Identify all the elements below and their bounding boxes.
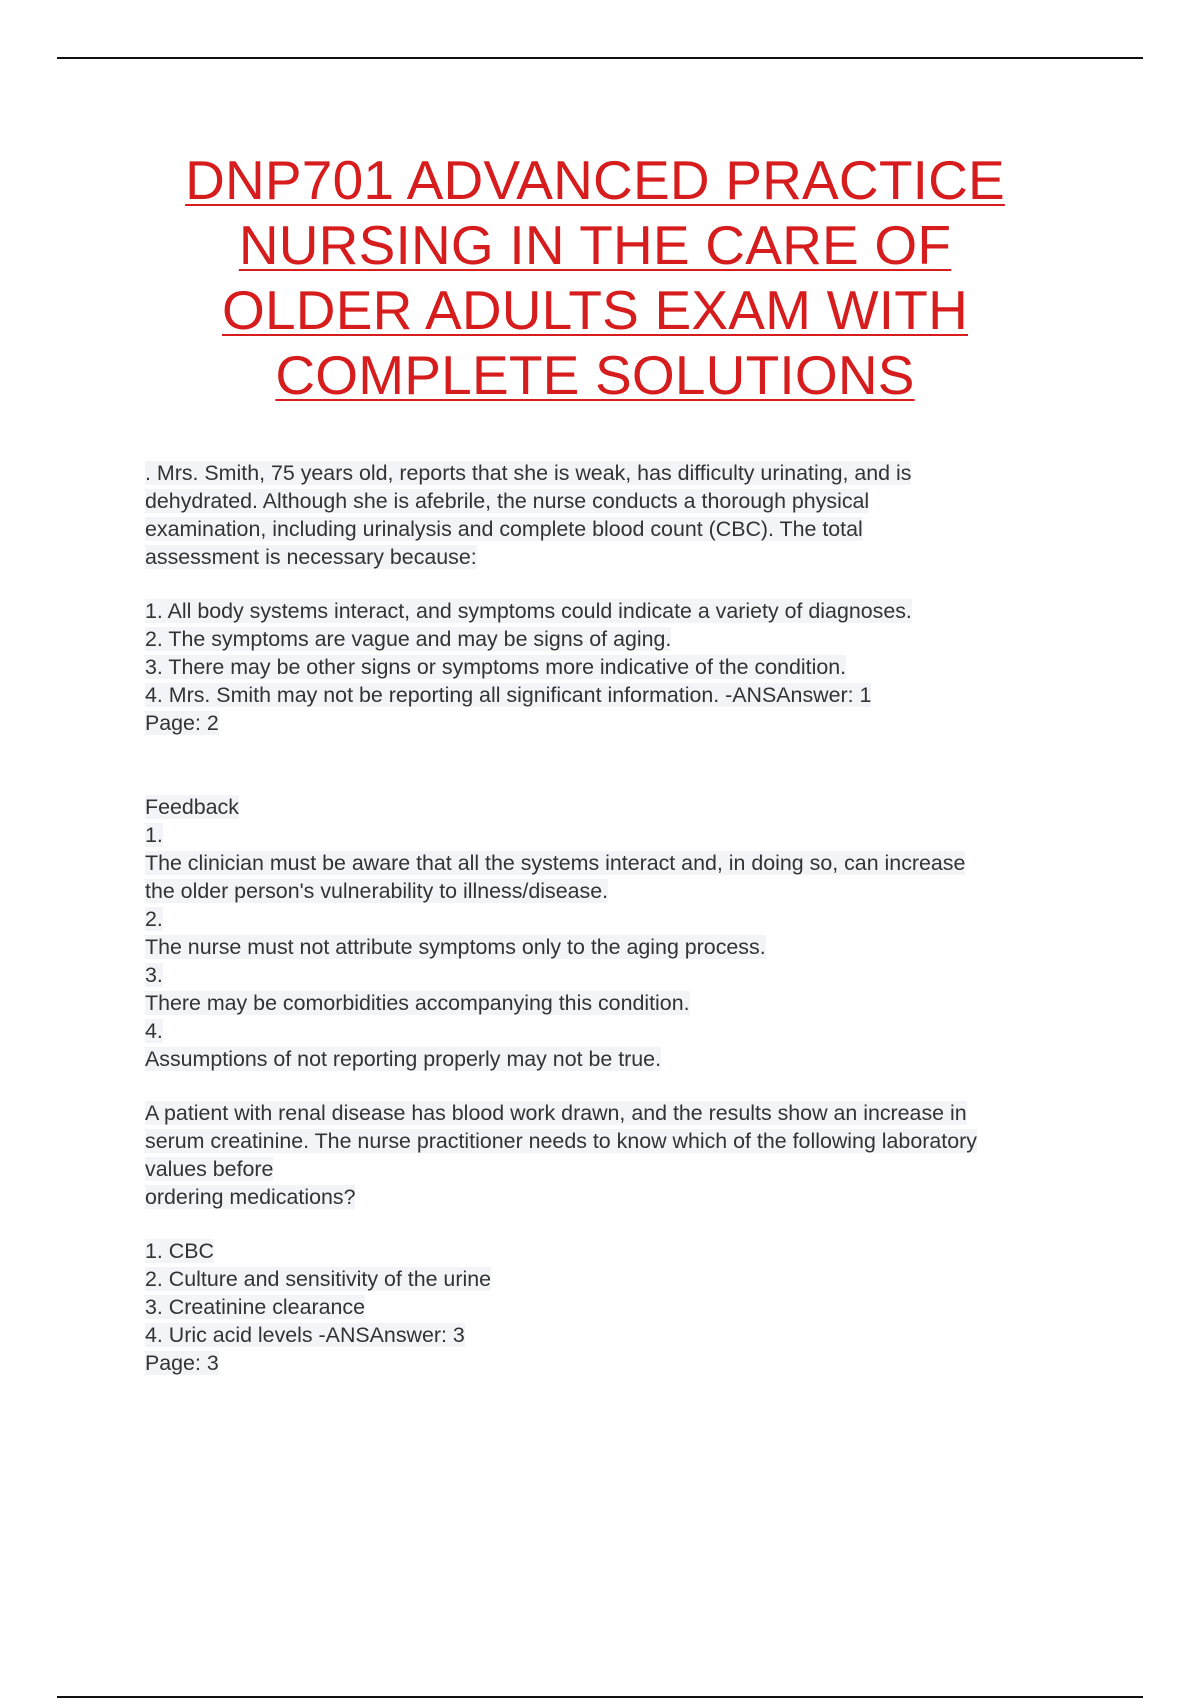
feedback-section <box>145 793 1145 1073</box>
feedback-text: The clinician must be aware that all the systems interact and, in doing so, can increase <box>145 851 966 875</box>
title-line: COMPLETE SOLUTIONS <box>275 344 915 406</box>
option-item: 3. There may be other signs or symptoms more indicative of the condition. <box>145 655 847 679</box>
question-2-stem: A patient with renal disease has blood work drawn, and the results show an increase in serum creatinine. The nurse practitioner needs to know which of the following laboratory values before ordering medications? <box>145 1101 977 1209</box>
option-item: 2. The symptoms are vague and may be signs of aging. <box>145 627 672 651</box>
option-item: 1. All body systems interact, and symptoms could indicate a variety of diagnoses. <box>145 599 912 623</box>
feedback-number: 1. <box>145 823 163 847</box>
option-item: 1. CBC <box>145 1239 214 1263</box>
feedback-text: There may be comorbidities accompanying this condition. <box>145 991 690 1015</box>
feedback-text: the older person's vulnerability to illness/disease. <box>145 879 609 903</box>
bottom-rule <box>57 1696 1143 1698</box>
feedback-text: Assumptions of not reporting properly may not be true. <box>145 1047 662 1071</box>
feedback-number: 3. <box>145 963 163 987</box>
question-1-options <box>145 597 1145 737</box>
option-item: 3. Creatinine clearance <box>145 1295 365 1319</box>
page-reference: Page: 2 <box>145 711 219 735</box>
feedback-text: The nurse must not attribute symptoms only to the aging process. <box>145 935 766 959</box>
top-rule <box>57 57 1143 59</box>
document-body <box>145 459 1145 1377</box>
title-line: NURSING IN THE CARE OF <box>238 214 952 276</box>
question-1-stem: . Mrs. Smith, 75 years old, reports that she is weak, has difficulty urinating, and is dehydrated. Although she is afebrile, the nurse conducts a thorough physical examination, including urinalysis and complete blood count (CBC). The total assessment is necessary because: <box>145 461 912 569</box>
option-item: 4. Uric acid levels -ANSAnswer: 3 <box>145 1323 465 1347</box>
title-line: DNP701 ADVANCED PRACTICE <box>185 149 1005 211</box>
option-item: 4. Mrs. Smith may not be reporting all significant information. -ANSAnswer: 1 <box>145 683 872 707</box>
title-line: OLDER ADULTS EXAM WITH <box>222 279 968 341</box>
feedback-heading: Feedback <box>145 795 239 819</box>
question-2-options <box>145 1237 1145 1377</box>
page-reference: Page: 3 <box>145 1351 219 1375</box>
option-item: 2. Culture and sensitivity of the urine <box>145 1267 491 1291</box>
question-1 <box>145 459 1145 737</box>
document-title <box>120 148 1070 408</box>
feedback-number: 2. <box>145 907 163 931</box>
question-2 <box>145 1099 1145 1377</box>
feedback-number: 4. <box>145 1019 163 1043</box>
